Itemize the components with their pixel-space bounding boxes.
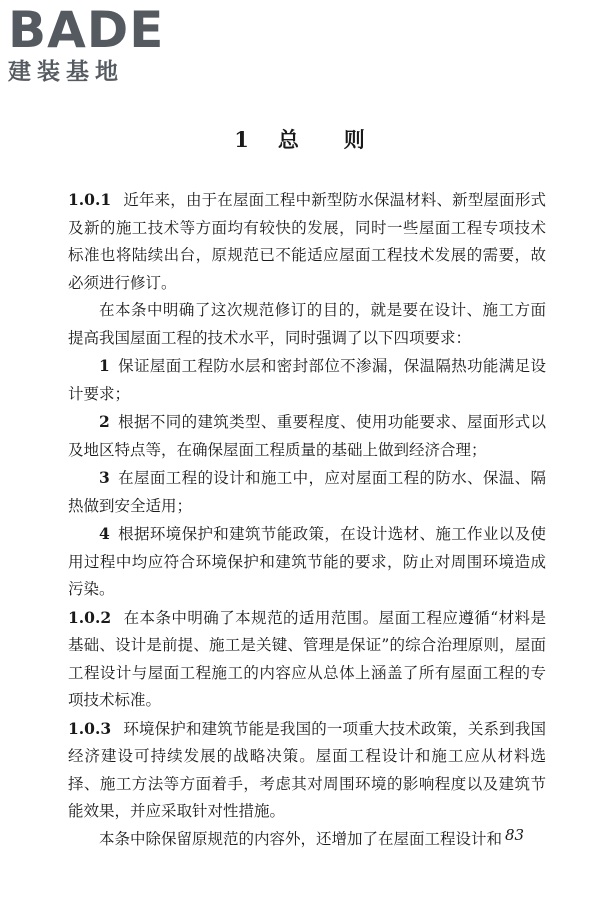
paragraph: 本条中除保留原规范的内容外，还增加了在屋面工程设计和 <box>99 829 503 848</box>
list-item <box>68 464 546 520</box>
item-number: 2 <box>99 412 110 431</box>
list-item <box>68 408 546 464</box>
body-text <box>68 186 546 853</box>
item-text: 在屋面工程的设计和施工中，应对屋面工程的防水、保温、隔热做到安全适用； <box>68 469 546 515</box>
bade-logo <box>8 1 188 86</box>
item-number: 3 <box>99 468 110 487</box>
chapter-name: 总 则 <box>277 127 366 152</box>
clause-number: 1.0.2 <box>68 607 112 627</box>
chapter-number: 1 <box>234 127 250 152</box>
clause-text: 在本条中明确了本规范的适用范围。屋面工程应遵循“材料是基础、设计是前提、施工是关键、管理是保证”的综合治理原则，屋面工程设计与屋面工程施工的内容应从总体上涵盖了所有屋面工程的专项技术标准。 <box>68 608 546 709</box>
item-number: 1 <box>99 356 110 375</box>
logo-subtitle: 建装基地 <box>8 59 124 85</box>
list-item <box>68 352 546 408</box>
item-text: 保证屋面工程防水层和密封部位不渗漏，保温隔热功能满足设计要求； <box>68 357 546 403</box>
logo-mark: BADE <box>8 1 165 59</box>
item-text: 根据不同的建筑类型、重要程度、使用功能要求、屋面形式以及地区特点等，在确保屋面工程质量的基础上做到经济合理； <box>68 413 546 459</box>
item-number: 4 <box>99 524 110 543</box>
item-text: 根据环境保护和建筑节能政策，在设计选材、施工作业以及使用过程中均应符合环境保护和建筑节能的要求，防止对周围环境造成污染。 <box>68 525 546 598</box>
clause-text: 近年来，由于在屋面工程中新型防水保温材料、新型屋面形式及新的施工技术等方面均有较快的发展，同时一些屋面工程专项技术标准也将陆续出台，原规范已不能适应屋面工程技术发展的需要，故必须进行修订。 <box>68 191 546 292</box>
chapter-title <box>0 124 600 154</box>
clause-number: 1.0.1 <box>68 190 112 209</box>
page-number: 83 <box>505 826 525 844</box>
paragraph: 在本条中明确了这次规范修订的目的，就是要在设计、施工方面提高我国屋面工程的技术水平，同时强调了以下四项要求： <box>68 301 546 347</box>
clause-1-0-2 <box>68 604 546 715</box>
list-item <box>68 520 546 604</box>
clause-1-0-1 <box>68 186 546 297</box>
clause-text: 环境保护和建筑节能是我国的一项重大技术政策，关系到我国经济建设可持续发展的战略决策。屋面工程设计和施工应从材料选择、施工方法等方面着手，考虑其对周围环境的影响程度以及建筑节能效果，并应采取针对性措施。 <box>68 719 546 820</box>
clause-1-0-3 <box>68 715 546 826</box>
clause-number: 1.0.3 <box>68 718 112 738</box>
